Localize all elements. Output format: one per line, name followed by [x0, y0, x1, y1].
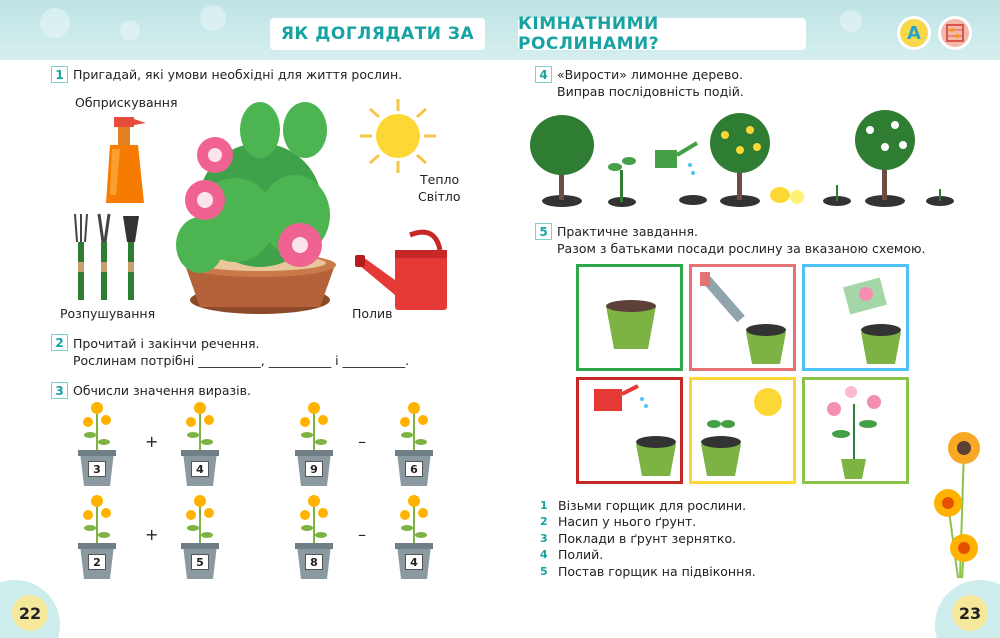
sun-icon: [352, 97, 442, 177]
task-3-instruction: Обчисли значення виразів.: [73, 383, 251, 398]
lemon-tree-sequence-image: [525, 105, 965, 210]
step-text: Полий.: [558, 547, 604, 563]
page-number-right: 23: [952, 595, 988, 631]
watering-can-icon: [355, 225, 455, 315]
flower-pot: [395, 400, 433, 488]
step-text: Візьми горщик для рослини.: [558, 497, 747, 513]
task-1-number: 1: [51, 66, 68, 83]
spray-bottle-icon: [100, 115, 150, 205]
flower-pot: [181, 493, 219, 581]
sunflowers-decoration: [928, 428, 988, 588]
label-light: Світло: [418, 189, 461, 204]
task-2-instruction: Прочитай і закінчи речення.: [73, 336, 260, 351]
cactus-plant-image: [165, 95, 355, 320]
flower-pot: [295, 400, 333, 488]
planting-step: [540, 497, 756, 514]
label-warm: Тепло: [420, 172, 460, 187]
page-title-left: ЯК ДОГЛЯДАТИ ЗА: [270, 18, 485, 50]
planting-step: [540, 530, 756, 547]
flower-pot: [181, 400, 219, 488]
planting-step: [540, 514, 756, 531]
pot-number: 6: [405, 461, 423, 477]
step-number: 4: [540, 548, 548, 562]
task-3-number: 3: [51, 382, 68, 399]
task-4-subinstruction: Виправ послідовність подій.: [557, 84, 744, 99]
math-operator: –: [358, 432, 366, 451]
step-number: 2: [540, 515, 548, 529]
pot-number: 4: [405, 554, 423, 570]
label-loosen: Розпушування: [60, 306, 156, 321]
abacus-badge-icon: [938, 16, 972, 50]
pot-number: 9: [305, 461, 323, 477]
math-operator: +: [145, 432, 159, 451]
task-5-subinstruction: Разом з батьками посади рослину за вказаною схемою.: [557, 241, 926, 256]
alphabet-badge-icon: A: [897, 16, 931, 50]
step-text: Насип у нього ґрунт.: [558, 514, 697, 530]
math-operator: +: [145, 525, 159, 544]
flower-pot: [78, 400, 116, 488]
step-text: Постав горщик на підвіконня.: [558, 563, 756, 579]
pot-number: 4: [191, 461, 209, 477]
task-2-sentence: Рослинам потрібні __________, __________ і __________.: [73, 353, 410, 368]
pot-number: 2: [88, 554, 106, 570]
task-4-number: 4: [535, 66, 552, 83]
flower-pot: [395, 493, 433, 581]
label-spray: Обприскування: [75, 95, 178, 110]
page-title-right: КІМНАТНИМИ РОСЛИНАМИ?: [518, 18, 806, 50]
step-number: 5: [540, 564, 548, 578]
pot-number: 8: [305, 554, 323, 570]
planting-step: [540, 547, 756, 564]
task-2-number: 2: [51, 334, 68, 351]
task-4-instruction: «Вирости» лимонне дерево.: [557, 67, 743, 82]
task-1-instruction: Пригадай, які умови необхідні для життя рослин.: [73, 67, 403, 82]
flower-pot: [78, 493, 116, 581]
step-text: Поклади в ґрунт зернятко.: [558, 530, 737, 546]
step-number: 1: [540, 498, 548, 512]
label-water: Полив: [352, 306, 393, 321]
planting-step: [540, 563, 756, 580]
step-number: 3: [540, 531, 548, 545]
header-banner: [0, 0, 1000, 60]
pot-number: 3: [88, 461, 106, 477]
task-5-instruction: Практичне завдання.: [557, 224, 698, 239]
garden-tools-icon: [65, 212, 155, 304]
flower-pot: [295, 493, 333, 581]
scheme-illustrations: [576, 264, 912, 488]
planting-steps-list: [540, 497, 756, 580]
task-5-number: 5: [535, 223, 552, 240]
pot-number: 5: [191, 554, 209, 570]
page-number-left: 22: [12, 595, 48, 631]
math-operator: –: [358, 525, 366, 544]
